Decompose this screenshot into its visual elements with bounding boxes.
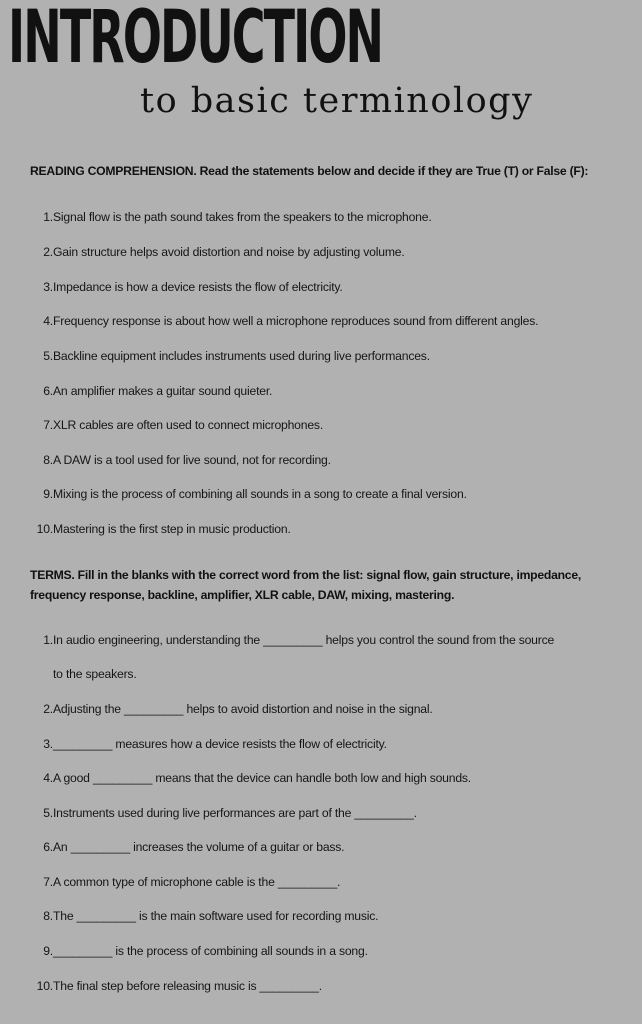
item-text: An amplifier makes a guitar sound quieter. (53, 384, 273, 398)
terms-item (0, 839, 640, 855)
item-number: 2. (43, 245, 53, 259)
item-text: XLR cables are often used to connect microphones. (53, 418, 324, 432)
terms-item (0, 805, 640, 821)
item-number: 3. (43, 737, 53, 751)
item-number: 5. (43, 349, 53, 363)
item-number: 9. (43, 487, 53, 501)
terms-item (0, 978, 640, 994)
terms-item (0, 943, 640, 959)
item-number: 10. (36, 522, 53, 536)
reading-item (0, 452, 640, 468)
page-subtitle: to basic terminology (140, 81, 534, 121)
item-text: Impedance is how a device resists the flow of electricity. (53, 280, 343, 294)
item-number: 3. (43, 280, 53, 294)
item-text: Mastering is the first step in music production. (53, 522, 291, 536)
item-text: The _________ is the main software used for recording music. (53, 909, 379, 923)
item-text: An _________ increases the volume of a guitar or bass. (53, 840, 345, 854)
item-number: 7. (43, 418, 53, 432)
item-number: 1. (43, 210, 53, 224)
item-text: Gain structure helps avoid distortion and noise by adjusting volume. (53, 245, 405, 259)
item-text: A DAW is a tool used for live sound, not for recording. (53, 453, 331, 467)
terms-item (0, 632, 640, 648)
item-text: Frequency response is about how well a microphone reproduces sound from different angles. (53, 314, 539, 328)
reading-item (0, 279, 640, 295)
item-number: 9. (43, 944, 53, 958)
item-text: Instruments used during live performances are part of the _________. (53, 806, 417, 820)
terms-item (0, 908, 640, 924)
terms-heading: TERMS. Fill in the blanks with the correct word from the list: signal flow, gain structure, impedance, frequency response, backline, amplifier, XLR cable, DAW, mixing, mastering. (30, 568, 582, 602)
terms-item-continuation: to the speakers. (53, 667, 137, 681)
reading-item (0, 209, 640, 225)
title-text: INTRODUCTION (8, 0, 383, 80)
item-text: Adjusting the _________ helps to avoid distortion and noise in the signal. (53, 702, 433, 716)
reading-item (0, 244, 640, 260)
item-number: 2. (43, 702, 53, 716)
item-text: A good _________ means that the device can handle both low and high sounds. (53, 771, 471, 785)
item-text: In audio engineering, understanding the _________ helps you control the sound from the source (53, 633, 555, 647)
item-number: 8. (43, 909, 53, 923)
item-text: _________ measures how a device resists the flow of electricity. (53, 737, 387, 751)
item-number: 1. (43, 633, 53, 647)
item-number: 6. (43, 384, 53, 398)
item-text: A common type of microphone cable is the _________. (53, 875, 341, 889)
item-text: Backline equipment includes instruments used during live performances. (53, 349, 430, 363)
item-text: Signal flow is the path sound takes from the speakers to the microphone. (53, 210, 432, 224)
terms-item (0, 770, 640, 786)
reading-item (0, 521, 640, 537)
item-text: Mixing is the process of combining all sounds in a song to create a final version. (53, 487, 467, 501)
item-number: 4. (43, 771, 53, 785)
item-text: _________ is the process of combining all sounds in a song. (53, 944, 368, 958)
item-number: 10. (36, 979, 53, 993)
terms-item (0, 701, 640, 717)
reading-item (0, 313, 640, 329)
page-title (8, 0, 383, 80)
item-number: 6. (43, 840, 53, 854)
reading-item (0, 417, 640, 433)
terms-item (0, 874, 640, 890)
item-number: 4. (43, 314, 53, 328)
item-number: 8. (43, 453, 53, 467)
reading-comprehension-heading: READING COMPREHENSION. Read the statements below and decide if they are True (T) or False (F): (30, 164, 589, 178)
reading-item (0, 348, 640, 364)
item-number: 7. (43, 875, 53, 889)
item-number: 5. (43, 806, 53, 820)
terms-item (0, 736, 640, 752)
item-text: The final step before releasing music is _________. (53, 979, 322, 993)
reading-item (0, 383, 640, 399)
reading-item (0, 486, 640, 502)
